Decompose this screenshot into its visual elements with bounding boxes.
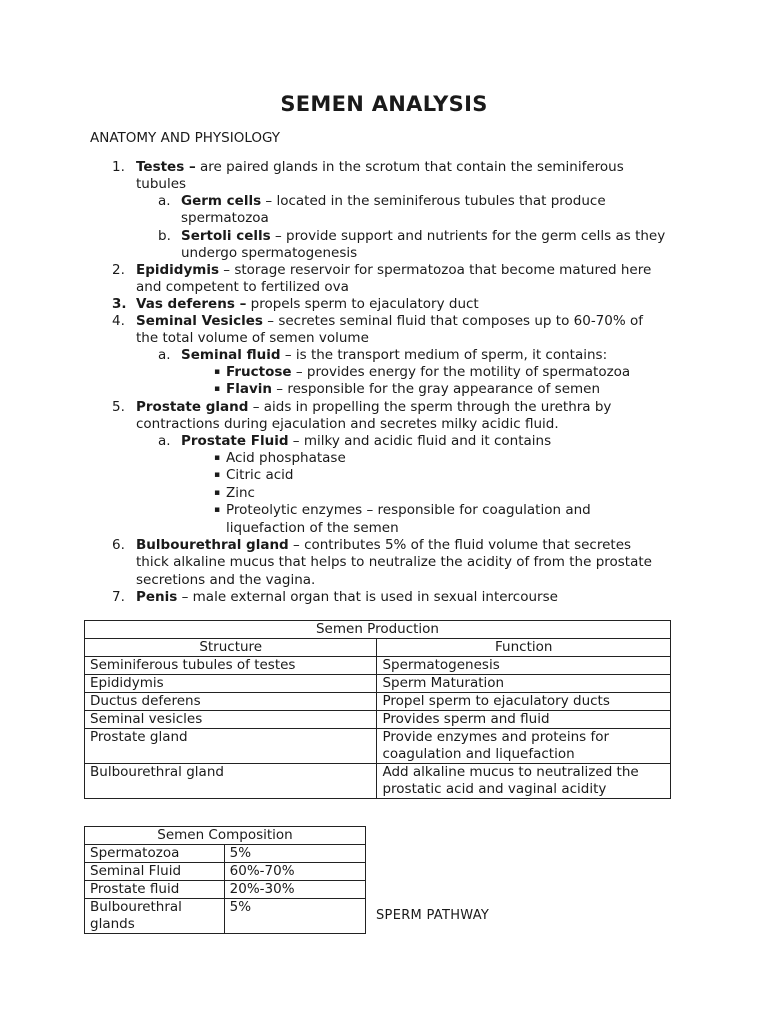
list-item-continuation: thick alkaline mucus that helps to neutralize the acidity of from the prostate — [136, 554, 652, 570]
structure-cell: Epididymis — [85, 675, 377, 693]
table-row — [85, 657, 671, 675]
list-number: 4. — [112, 313, 125, 329]
table-row — [85, 863, 366, 881]
description: – secretes seminal fluid that composes up to 60-70% of — [262, 313, 643, 329]
sublist-item-sertoli — [181, 228, 665, 245]
component-cell: Prostate fluid — [85, 881, 225, 899]
structure-cell: Ductus deferens — [85, 693, 377, 711]
description: – male external organ that is used in sexual intercourse — [177, 589, 558, 605]
list-number: 7. — [112, 589, 125, 605]
list-item-epididymis — [136, 262, 651, 279]
sublist-letter: a. — [158, 193, 171, 209]
list-item-continuation: contractions during ejaculation and secretes milky acidic fluid. — [136, 416, 559, 432]
term: Vas deferens – — [136, 296, 247, 312]
description: – storage reservoir for spermatozoa that become matured here — [219, 262, 652, 278]
function-cell: Provides sperm and fluid — [377, 711, 671, 729]
table-title: Semen Composition — [85, 827, 366, 845]
sublist-letter: b. — [158, 228, 171, 244]
sublist-item-prostate-fluid — [181, 433, 551, 450]
description: – provide support and nutrients for the germ cells as they — [270, 228, 666, 244]
term: Seminal Vesicles — [136, 313, 263, 329]
table-row — [85, 881, 366, 899]
term: Flavin — [226, 381, 272, 397]
bullet-item: Zinc — [226, 485, 255, 501]
list-item-continuation: the total volume of semen volume — [136, 330, 369, 346]
structure-cell: Seminiferous tubules of testes — [85, 657, 377, 675]
term: Penis — [136, 589, 178, 605]
table-row — [85, 845, 366, 863]
table-row — [85, 675, 671, 693]
sublist-letter: a. — [158, 347, 171, 363]
table-row — [85, 711, 671, 729]
list-number: 2. — [112, 262, 125, 278]
bullet-item: Citric acid — [226, 467, 294, 483]
table-title: Semen Production — [85, 621, 671, 639]
list-number: 6. — [112, 537, 125, 553]
component-cell: Spermatozoa — [85, 845, 225, 863]
description: – responsible for the gray appearance of semen — [272, 381, 601, 397]
description: – is the transport medium of sperm, it contains: — [280, 347, 608, 363]
term: Prostate gland — [136, 399, 249, 415]
table-row — [85, 899, 366, 934]
description: are paired glands in the scrotum that contain the seminiferous — [195, 159, 624, 175]
table-row — [85, 729, 671, 764]
column-header-structure: Structure — [85, 639, 377, 657]
description: – milky and acidic fluid and it contains — [288, 433, 552, 449]
description: propels sperm to ejaculatory duct — [246, 296, 479, 312]
term: Epididymis — [136, 262, 219, 278]
list-item-penis — [136, 589, 558, 606]
percentage-cell: 20%-30% — [224, 881, 365, 899]
sublist-item-continuation: spermatozoa — [181, 210, 269, 226]
square-bullet-icon: ▪ — [214, 384, 221, 394]
bullet-item-continuation: liquefaction of the semen — [226, 520, 399, 536]
structure-cell: Prostate gland — [85, 729, 377, 764]
term: Testes – — [136, 159, 196, 175]
square-bullet-icon: ▪ — [214, 470, 221, 480]
bullet-item-fructose — [226, 364, 630, 381]
semen-composition-table — [84, 826, 366, 934]
sublist-letter: a. — [158, 433, 171, 449]
description: – located in the seminiferous tubules that produce — [261, 193, 606, 209]
list-item-bulbourethral — [136, 537, 631, 554]
sublist-item-seminal-fluid — [181, 347, 607, 364]
sperm-pathway-heading: SPERM PATHWAY — [376, 908, 490, 923]
list-number: 5. — [112, 399, 125, 415]
list-item-prostate-gland — [136, 399, 611, 416]
column-header-function: Function — [377, 639, 671, 657]
sublist-item-continuation: undergo spermatogenesis — [181, 245, 358, 261]
bullet-item-flavin — [226, 381, 600, 398]
term: Seminal fluid — [181, 347, 281, 363]
function-cell: Add alkaline mucus to neutralized the prostatic acid and vaginal acidity — [377, 764, 671, 799]
square-bullet-icon: ▪ — [214, 488, 221, 498]
list-item-vas-deferens — [136, 296, 479, 313]
percentage-cell: 60%-70% — [224, 863, 365, 881]
table-row — [85, 764, 671, 799]
description: – contributes 5% of the fluid volume that secretes — [288, 537, 632, 553]
function-cell: Provide enzymes and proteins for coagulation and liquefaction — [377, 729, 671, 764]
list-item-seminal-vesicles — [136, 313, 643, 330]
description: – aids in propelling the sperm through the urethra by — [248, 399, 612, 415]
structure-cell: Seminal vesicles — [85, 711, 377, 729]
component-cell: Seminal Fluid — [85, 863, 225, 881]
term: Bulbourethral gland — [136, 537, 289, 553]
semen-production-table — [84, 620, 671, 799]
term: Sertoli cells — [181, 228, 271, 244]
term: Prostate Fluid — [181, 433, 289, 449]
structure-cell: Bulbourethral gland — [85, 764, 377, 799]
function-cell: Propel sperm to ejaculatory ducts — [377, 693, 671, 711]
term: Fructose — [226, 364, 292, 380]
table-row — [85, 693, 671, 711]
square-bullet-icon: ▪ — [214, 367, 221, 377]
list-item-continuation: and competent to fertilized ova — [136, 279, 349, 295]
sublist-item-germ-cells — [181, 193, 606, 210]
function-cell: Spermatogenesis — [377, 657, 671, 675]
list-item-continuation: secretions and the vagina. — [136, 572, 316, 588]
section-heading: ANATOMY AND PHYSIOLOGY — [90, 130, 281, 146]
term: Germ cells — [181, 193, 262, 209]
bullet-item: Acid phosphatase — [226, 450, 346, 466]
list-number: 1. — [112, 159, 125, 175]
square-bullet-icon: ▪ — [214, 505, 221, 515]
percentage-cell: 5% — [224, 845, 365, 863]
bullet-item: Proteolytic enzymes – responsible for coagulation and — [226, 502, 591, 518]
page-title: SEMEN ANALYSIS — [280, 92, 488, 116]
list-item-testes — [136, 159, 624, 176]
function-cell: Sperm Maturation — [377, 675, 671, 693]
list-item-continuation: tubules — [136, 176, 187, 192]
component-cell: Bulbourethral glands — [85, 899, 225, 934]
list-number: 3. — [112, 296, 127, 312]
square-bullet-icon: ▪ — [214, 453, 221, 463]
description: – provides energy for the motility of spermatozoa — [291, 364, 631, 380]
percentage-cell: 5% — [224, 899, 365, 934]
